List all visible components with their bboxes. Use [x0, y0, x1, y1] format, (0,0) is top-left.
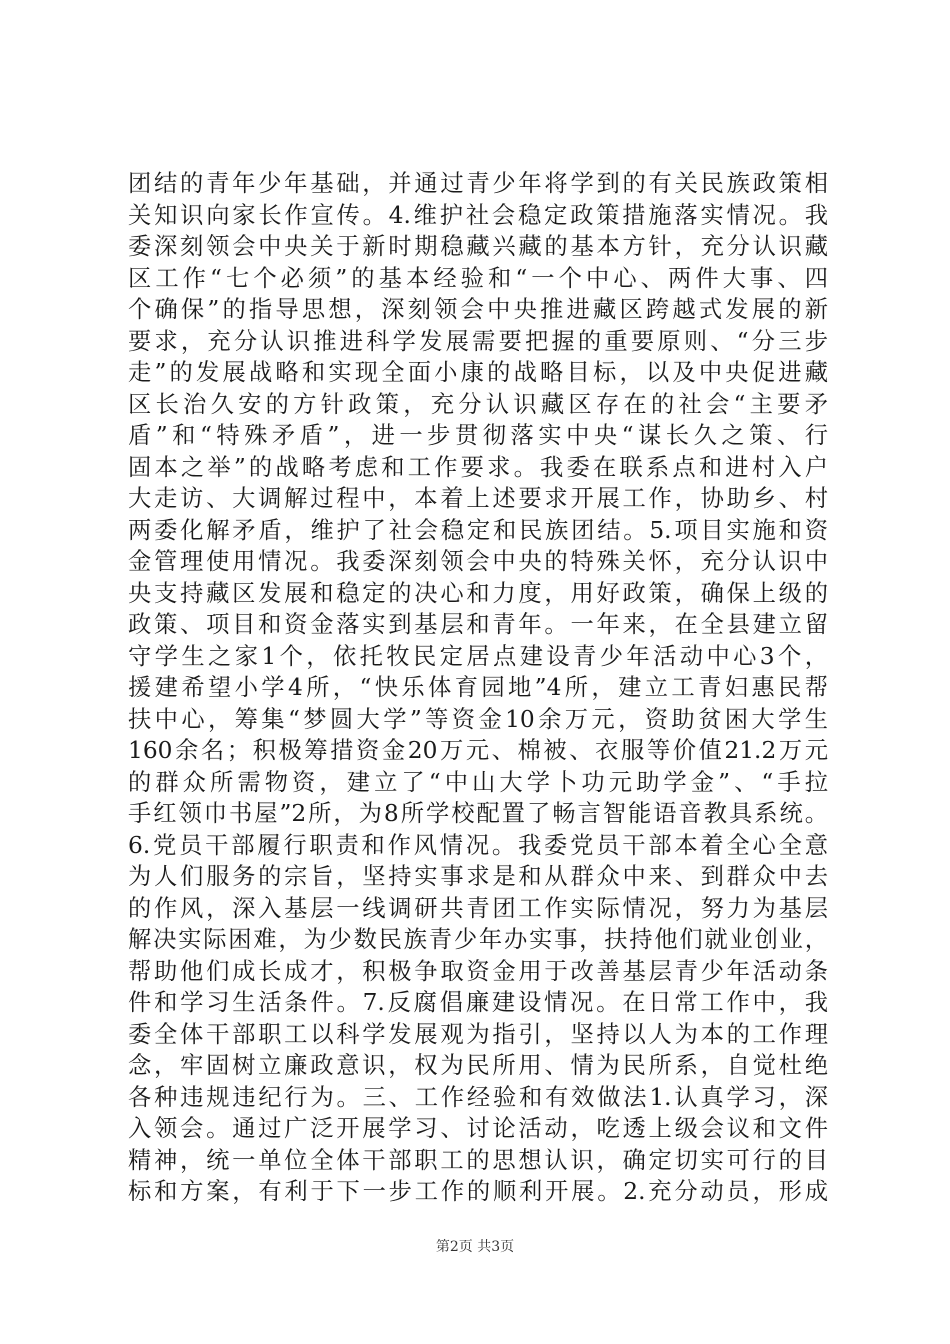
text-line: 精神，统一单位全体干部职工的思想认识，确定切实可行的目 — [128, 1146, 828, 1174]
text-line: 个确保”的指导思想，深刻领会中央推进藏区跨越式发展的新 — [128, 296, 828, 323]
text-line: 关知识向家长作宣传。4.维护社会稳定政策措施落实情况。我 — [128, 201, 828, 229]
text-line: 区长治久安的方针政策，充分认识藏区存在的社会“主要矛 — [128, 390, 828, 418]
text-line: 走”的发展战略和实现全面小康的战略目标，以及中央促进藏 — [128, 359, 828, 386]
text-line: 委全体干部职工以科学发展观为指引，坚持以人为本的工作理 — [128, 1020, 828, 1048]
text-line: 要求，充分认识推进科学发展需要把握的重要原则、“分三步 — [128, 327, 828, 355]
text-line: 援建希望小学4所，“快乐体育园地”4所，建立工青妇惠民帮 — [128, 674, 828, 701]
text-line: 各种违规违纪行为。三、工作经验和有效做法1.认真学习，深 — [128, 1083, 828, 1111]
text-line: 守学生之家1个，依托牧民定居点建设青少年活动中心3个， — [128, 642, 828, 670]
page-footer: 第2页 共3页 — [435, 1239, 515, 1255]
body-text — [128, 168, 828, 1208]
text-line: 固本之举”的战略考虑和工作要求。我委在联系点和进村入户 — [128, 453, 828, 481]
text-line: 的作风，深入基层一线调研共青团工作实际情况，努力为基层 — [128, 894, 828, 922]
text-line: 的群众所需物资，建立了“中山大学卜功元助学金”、“手拉 — [128, 768, 828, 796]
text-line: 区工作“七个必须”的基本经验和“一个中心、两件大事、四 — [128, 264, 828, 292]
text-line: 央支持藏区发展和稳定的决心和力度，用好政策，确保上级的 — [128, 579, 828, 607]
text-line: 盾”和“特殊矛盾”，进一步贯彻落实中央“谋长久之策、行 — [128, 422, 828, 449]
text-line: 两委化解矛盾，维护了社会稳定和民族团结。5.项目实施和资 — [128, 516, 828, 544]
text-line: 入领会。通过广泛开展学习、讨论活动，吃透上级会议和文件 — [128, 1115, 828, 1142]
text-line: 政策、项目和资金落实到基层和青年。一年来，在全县建立留 — [128, 611, 828, 638]
text-line: 委深刻领会中央关于新时期稳藏兴藏的基本方针，充分认识藏 — [128, 233, 828, 260]
text-line: 团结的青年少年基础，并通过青少年将学到的有关民族政策相 — [128, 170, 828, 197]
text-line: 件和学习生活条件。7.反腐倡廉建设情况。在日常工作中，我 — [128, 989, 828, 1016]
text-line: 6.党员干部履行职责和作风情况。我委党员干部本着全心全意 — [128, 831, 828, 859]
text-line: 为人们服务的宗旨，坚持实事求是和从群众中来、到群众中去 — [128, 863, 828, 890]
text-line: 帮助他们成长成才，积极争取资金用于改善基层青少年活动条 — [128, 957, 828, 985]
text-line: 扶中心，筹集“梦圆大学”等资金10余万元，资助贫困大学生 — [128, 705, 828, 733]
text-line: 念，牢固树立廉政意识，权为民所用、情为民所系，自觉杜绝 — [128, 1052, 828, 1079]
text-line: 金管理使用情况。我委深刻领会中央的特殊关怀，充分认识中 — [128, 548, 828, 575]
text-line: 标和方案，有利于下一步工作的顺利开展。2.充分动员，形成 — [128, 1178, 828, 1205]
text-line: 解决实际困难，为少数民族青少年办实事，扶持他们就业创业， — [128, 926, 828, 953]
text-line: 160余名；积极筹措资金20万元、棉被、衣服等价值21.2万元 — [128, 737, 828, 764]
text-line: 手红领巾书屋”2所，为8所学校配置了畅言智能语音教具系统。 — [128, 800, 828, 827]
text-line: 大走访、大调解过程中，本着上述要求开展工作，协助乡、村 — [128, 485, 828, 512]
